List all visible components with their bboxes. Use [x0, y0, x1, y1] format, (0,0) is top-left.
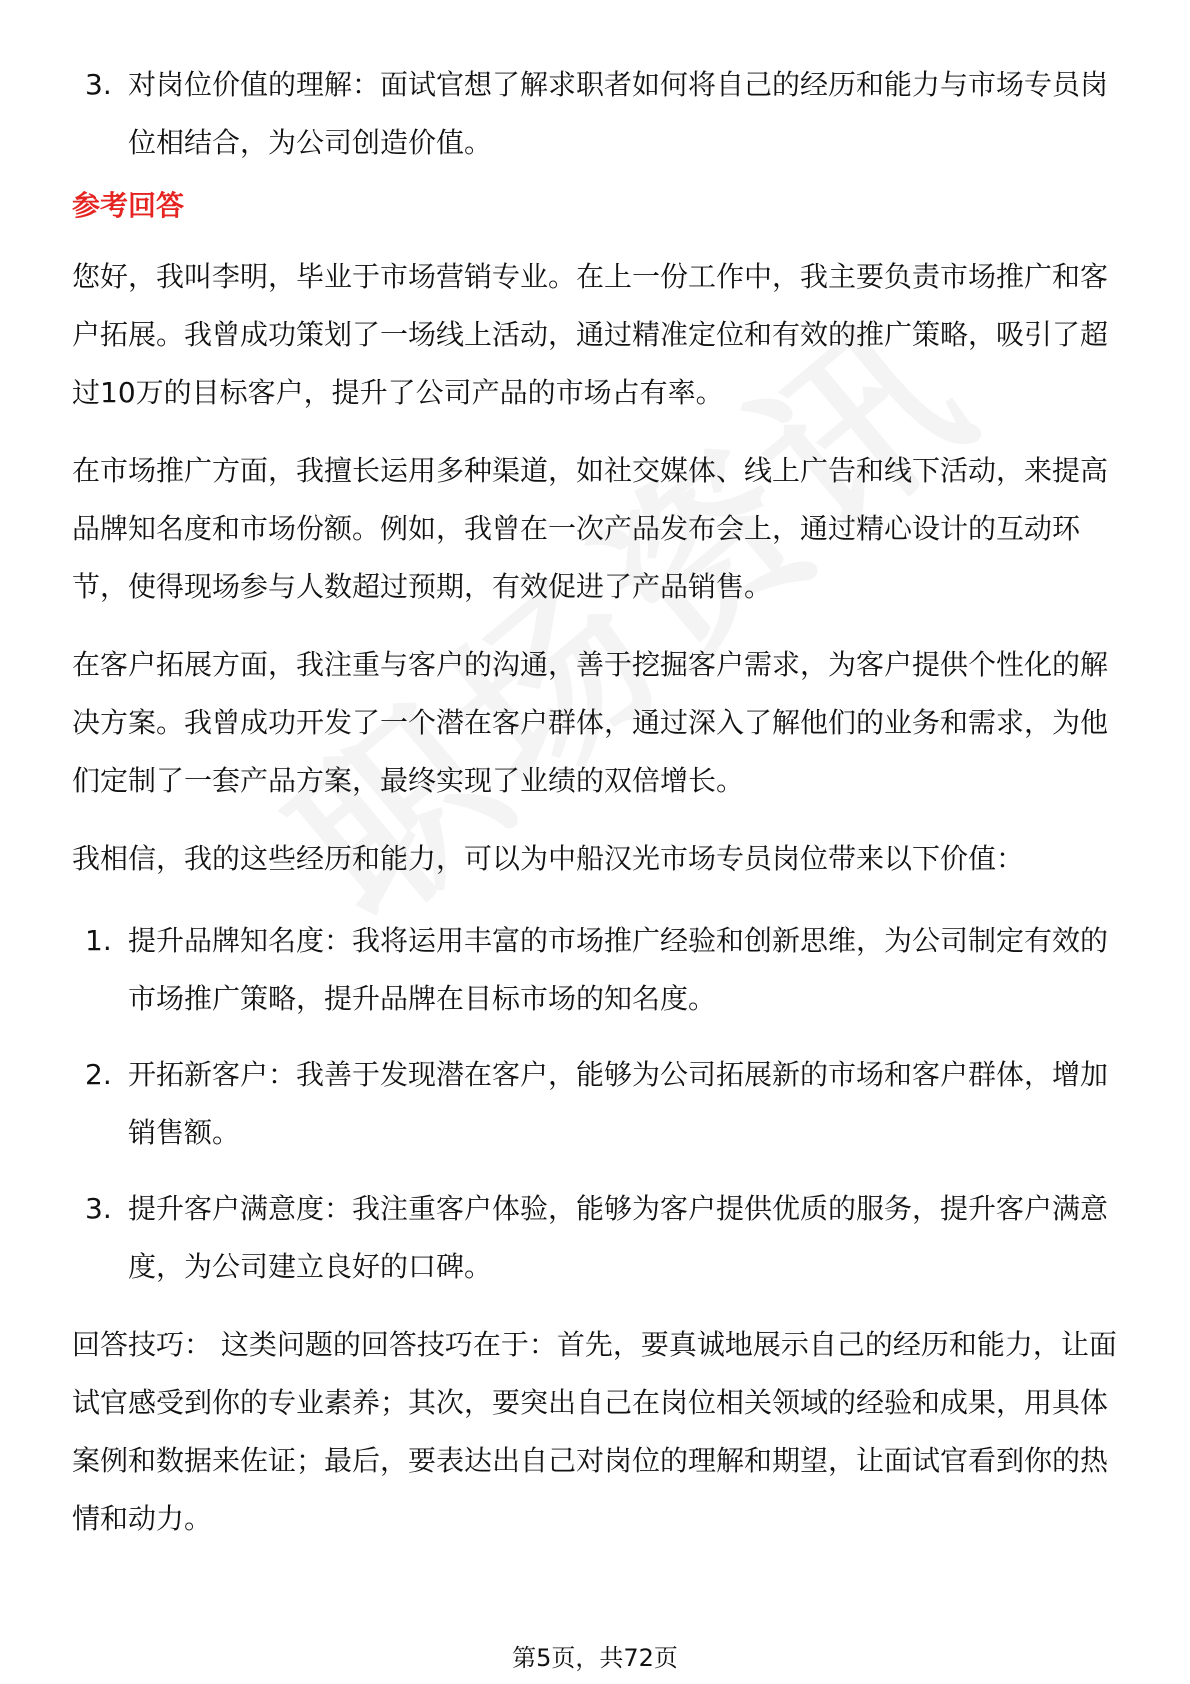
list-number: 2.	[85, 1058, 112, 1091]
value-list-item	[72, 1180, 1122, 1296]
paragraph: 在客户拓展方面，我注重与客户的沟通，善于挖掘客户需求，为客户提供个性化的解决方案。我曾成功开发了一个潜在客户群体，通过深入了解他们的业务和需求，为他们定制了一套产品方案，最终实现了业绩的双倍增长。	[72, 648, 1109, 797]
list-text: 提升品牌知名度：我将运用丰富的市场推广经验和创新思维，为公司制定有效的市场推广策略，提升品牌在目标市场的知名度。	[128, 924, 1109, 1015]
paragraph: 在市场推广方面，我擅长运用多种渠道，如社交媒体、线上广告和线下活动，来提高品牌知名度和市场份额。例如，我曾在一次产品发布会上，通过精心设计的互动环节，使得现场参与人数超过预期，有效促进了产品销售。	[72, 454, 1109, 603]
list-number: 1.	[85, 924, 112, 957]
page-footer: 第5页，共72页	[512, 1644, 678, 1672]
list-number: 3.	[85, 1192, 112, 1225]
list-text: 开拓新客户：我善于发现潜在客户，能够为公司拓展新的市场和客户群体，增加销售额。	[128, 1058, 1109, 1149]
document-body	[72, 56, 1122, 1548]
list-number: 3.	[85, 68, 112, 101]
section-title: 参考回答	[72, 189, 185, 222]
paragraph: 您好，我叫李明，毕业于市场营销专业。在上一份工作中，我主要负责市场推广和客户拓展。我曾成功策划了一场线上活动，通过精准定位和有效的推广策略，吸引了超过10万的目标客户，提升了公司产品的市场占有率。	[72, 260, 1109, 409]
paragraph: 我相信，我的这些经历和能力，可以为中船汉光市场专员岗位带来以下价值：	[72, 842, 1025, 875]
intro-list-item	[72, 56, 1122, 172]
list-text: 对岗位价值的理解：面试官想了解求职者如何将自己的经历和能力与市场专员岗位相结合，为公司创造价值。	[128, 68, 1109, 159]
value-list-item	[72, 1046, 1122, 1162]
list-text: 提升客户满意度：我注重客户体验，能够为客户提供优质的服务，提升客户满意度，为公司建立良好的口碑。	[128, 1192, 1109, 1283]
value-list-item	[72, 912, 1122, 1028]
answer-tips: 回答技巧： 这类问题的回答技巧在于：首先，要真诚地展示自己的经历和能力，让面试官感受到你的专业素养；其次，要突出自己在岗位相关领域的经验和成果，用具体案例和数据来佐证；最后，要表达出自己对岗位的理解和期望，让面试官看到你的热情和动力。	[72, 1328, 1117, 1535]
